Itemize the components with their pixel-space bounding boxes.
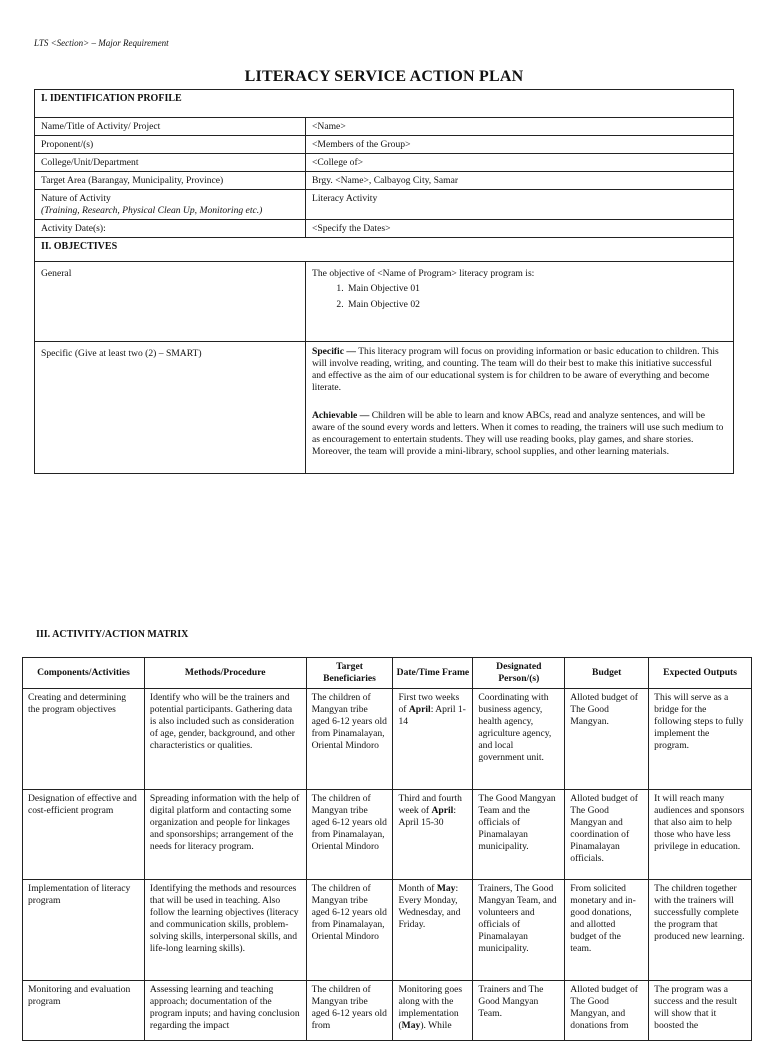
matrix-header: Target Beneficiaries bbox=[306, 658, 393, 689]
date-post: : April 1-14 bbox=[398, 704, 466, 727]
profile-value: Brgy. <Name>, Calbayog City, Samar bbox=[306, 172, 734, 190]
cell-budget: From solicited monetary and in-good donations, and allotted budget of the team. bbox=[565, 880, 649, 981]
matrix-header: Budget bbox=[565, 658, 649, 689]
date-pre: First two weeks of bbox=[398, 692, 460, 715]
matrix-header: Methods/Procedure bbox=[144, 658, 306, 689]
cell-date bbox=[393, 689, 473, 790]
header-note: LTS <Section> – Major Requirement bbox=[34, 38, 169, 48]
cell-date bbox=[393, 790, 473, 880]
profile-label: Target Area (Barangay, Municipality, Province) bbox=[35, 172, 306, 190]
table-row bbox=[23, 981, 752, 1041]
cell-date bbox=[393, 880, 473, 981]
matrix-header-row bbox=[23, 658, 752, 689]
date-pre: Third and fourth week of bbox=[398, 793, 462, 816]
action-matrix-table bbox=[22, 657, 752, 1041]
cell-outputs: It will reach many audiences and sponsors that also aim to help those who have less privilege in education. bbox=[649, 790, 752, 880]
cell-budget: Alloted budget of The Good Mangyan, and donations from bbox=[565, 981, 649, 1041]
table-row bbox=[23, 689, 752, 790]
specific-objectives bbox=[306, 342, 734, 474]
cell-outputs: The program was a success and the result will show that it boosted the bbox=[649, 981, 752, 1041]
date-pre: Month of bbox=[398, 883, 437, 894]
date-month: April bbox=[431, 805, 454, 816]
profile-label: Name/Title of Activity/ Project bbox=[35, 118, 306, 136]
section-matrix-title: III. ACTIVITY/ACTION MATRIX bbox=[36, 629, 189, 640]
profile-value: <College of> bbox=[306, 154, 734, 172]
cell-method: Spreading information with the help of digital platform and contacting some organization and people for linkages and sponsorships; arrangement of the needs for literacy program. bbox=[144, 790, 306, 880]
section-objectives-title: II. OBJECTIVES bbox=[35, 238, 734, 262]
date-pre: Monitoring goes along with the implementation ( bbox=[398, 984, 463, 1031]
page-title: LITERACY SERVICE ACTION PLAN bbox=[244, 68, 524, 85]
cell-method: Assessing learning and teaching approach; documentation of the program inputs; and having conclusion regarding the impact bbox=[144, 981, 306, 1041]
general-objectives bbox=[306, 262, 734, 342]
smart-text: This literacy program will focus on providing information or basic education to children. This will involve reading, writing, and counting. The team will do their best to make this initiative successful and effective as the aim of our educational system is for children to be aware of everything and become literate. bbox=[312, 346, 719, 393]
cell-beneficiaries: The children of Mangyan tribe aged 6-12 years old from Pinamalayan, Oriental Mindoro bbox=[306, 689, 393, 790]
cell-budget: Alloted budget of The Good Mangyan and coordination of Pinamalayan officials. bbox=[565, 790, 649, 880]
smart-term: Specific — bbox=[312, 346, 356, 357]
profile-value: <Specify the Dates> bbox=[306, 220, 734, 238]
cell-outputs: This will serve as a bridge for the following steps to fully implement the program. bbox=[649, 689, 752, 790]
identification-table bbox=[34, 89, 734, 474]
specific-paragraph bbox=[312, 346, 727, 394]
matrix-header: Expected Outputs bbox=[649, 658, 752, 689]
matrix-header: Components/Activities bbox=[23, 658, 145, 689]
date-month: May bbox=[436, 883, 456, 894]
cell-date bbox=[393, 981, 473, 1041]
objective-list bbox=[312, 283, 727, 311]
objective-item: 2. Main Objective 02 bbox=[346, 299, 727, 311]
cell-persons: Coordinating with business agency, health agency, agriculture agency, and local government unit. bbox=[473, 689, 565, 790]
cell-component: Monitoring and evaluation program bbox=[23, 981, 145, 1041]
cell-budget: Alloted budget of The Good Mangyan. bbox=[565, 689, 649, 790]
nature-sublabel: (Training, Research, Physical Clean Up, Monitoring etc.) bbox=[41, 205, 263, 216]
profile-value: <Members of the Group> bbox=[306, 136, 734, 154]
cell-component: Implementation of literacy program bbox=[23, 880, 145, 981]
general-intro: The objective of <Name of Program> literacy program is: bbox=[312, 268, 535, 279]
general-label: General bbox=[35, 262, 306, 342]
section-identification-title: I. IDENTIFICATION PROFILE bbox=[35, 90, 734, 118]
nature-label: Nature of Activity bbox=[41, 193, 111, 204]
table-row bbox=[23, 880, 752, 981]
cell-persons: Trainers, The Good Mangyan Team, and volunteers and officials of Pinamalayan municipality. bbox=[473, 880, 565, 981]
profile-label: College/Unit/Department bbox=[35, 154, 306, 172]
matrix-header: Designated Person/(s) bbox=[473, 658, 565, 689]
profile-label: Activity Date(s): bbox=[35, 220, 306, 238]
profile-label bbox=[35, 190, 306, 220]
profile-value: Literacy Activity bbox=[306, 190, 734, 220]
cell-outputs: The children together with the trainers will successfully complete the program that produced new learning. bbox=[649, 880, 752, 981]
cell-beneficiaries: The children of Mangyan tribe aged 6-12 years old from bbox=[306, 981, 393, 1041]
profile-label: Proponent/(s) bbox=[35, 136, 306, 154]
date-month: April bbox=[408, 704, 431, 715]
date-month: May bbox=[401, 1020, 421, 1031]
objective-item: 1. Main Objective 01 bbox=[346, 283, 727, 295]
cell-component: Creating and determining the program objectives bbox=[23, 689, 145, 790]
date-post: : April 15-30 bbox=[398, 805, 457, 828]
specific-label: Specific (Give at least two (2) – SMART) bbox=[35, 342, 306, 474]
date-post: ). While bbox=[420, 1020, 452, 1031]
smart-term: Achievable — bbox=[312, 410, 370, 421]
achievable-paragraph bbox=[312, 410, 727, 458]
cell-method: Identify who will be the trainers and potential participants. Gathering data is also included such as consideration of age, gender, background, and other characteristics or qualities. bbox=[144, 689, 306, 790]
cell-method: Identifying the methods and resources that will be used in teaching. Also follow the learning objectives (literacy and communication skills, problem-solving skills, interpersonal skills, and life-long learning skills). bbox=[144, 880, 306, 981]
cell-persons: Trainers and The Good Mangyan Team. bbox=[473, 981, 565, 1041]
cell-beneficiaries: The children of Mangyan tribe aged 6-12 years old from Pinamalayan, Oriental Mindoro bbox=[306, 790, 393, 880]
cell-beneficiaries: The children of Mangyan tribe aged 6-12 years old from Pinamalayan, Oriental Mindoro bbox=[306, 880, 393, 981]
cell-component: Designation of effective and cost-efficient program bbox=[23, 790, 145, 880]
table-row bbox=[23, 790, 752, 880]
smart-text: Children will be able to learn and know ABCs, read and analyze sentences, and will be aware of the sound every words and letters. When it comes to reading, the trainers will use such medium to as encouragement to entertain students. They will use reading books, play games, and share stories. Moreover, the team will provide a mini-library, school supplies, and other learning materials. bbox=[312, 410, 724, 457]
profile-value: <Name> bbox=[306, 118, 734, 136]
cell-persons: The Good Mangyan Team and the officials of Pinamalayan municipality. bbox=[473, 790, 565, 880]
matrix-header: Date/Time Frame bbox=[393, 658, 473, 689]
date-post: : Every Monday, Wednesday, and Friday. bbox=[398, 883, 461, 930]
